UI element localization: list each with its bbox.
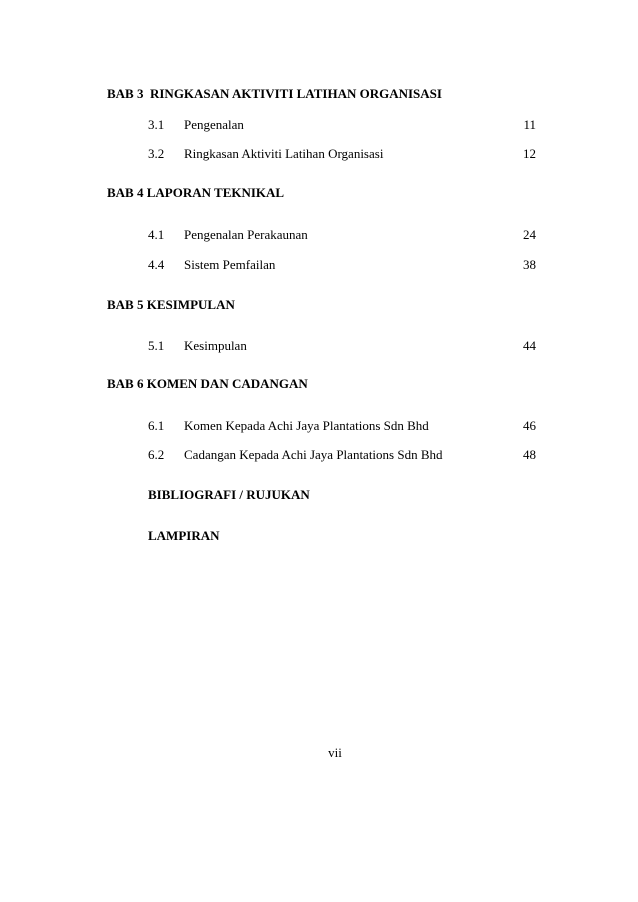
- section-page: 11: [523, 117, 536, 132]
- section-title: Komen Kepada Achi Jaya Plantations Sdn Bhd: [184, 418, 429, 433]
- page-number: vii: [328, 745, 342, 760]
- chapter-heading-bab-5: [107, 297, 235, 313]
- section-number: 6.1: [148, 418, 165, 433]
- section-page: 46: [523, 418, 536, 433]
- chapter-heading-bab-6: [107, 376, 308, 392]
- chapter-number: BAB 3: [107, 86, 144, 101]
- section-number: 4.1: [148, 227, 165, 242]
- chapter-title: KESIMPULAN: [146, 297, 235, 312]
- section-page: 38: [523, 257, 536, 272]
- section-page: 24: [523, 227, 536, 242]
- chapter-title: RINGKASAN AKTIVITI LATIHAN ORGANISASI: [149, 86, 442, 101]
- toc-bibliography: BIBLIOGRAFI / RUJUKAN: [148, 487, 310, 502]
- section-title: Cadangan Kepada Achi Jaya Plantations Sdn Bhd: [184, 447, 443, 462]
- chapter-title: LAPORAN TEKNIKAL: [146, 185, 285, 200]
- section-number: 6.2: [148, 447, 165, 462]
- section-page: 44: [523, 338, 536, 353]
- section-number: 5.1: [148, 338, 165, 353]
- section-title: Kesimpulan: [184, 338, 247, 353]
- section-title: Pengenalan Perakaunan: [184, 227, 308, 242]
- chapter-number: BAB 4: [107, 185, 144, 200]
- section-number: 4.4: [148, 257, 165, 272]
- section-number: 3.1: [148, 117, 165, 132]
- chapter-number: BAB 6: [107, 376, 144, 391]
- section-page: 48: [523, 447, 536, 462]
- chapter-number: BAB 5: [107, 297, 144, 312]
- section-title: Pengenalan: [184, 117, 244, 132]
- section-title: Ringkasan Aktiviti Latihan Organisasi: [184, 146, 384, 161]
- chapter-heading-bab-3: [107, 86, 442, 102]
- chapter-title: KOMEN DAN CADANGAN: [146, 376, 308, 391]
- chapter-heading-bab-4: [107, 185, 284, 201]
- section-page: 12: [523, 146, 536, 161]
- section-title: Sistem Pemfailan: [184, 257, 276, 272]
- toc-appendix: LAMPIRAN: [148, 528, 220, 543]
- section-number: 3.2: [148, 146, 165, 161]
